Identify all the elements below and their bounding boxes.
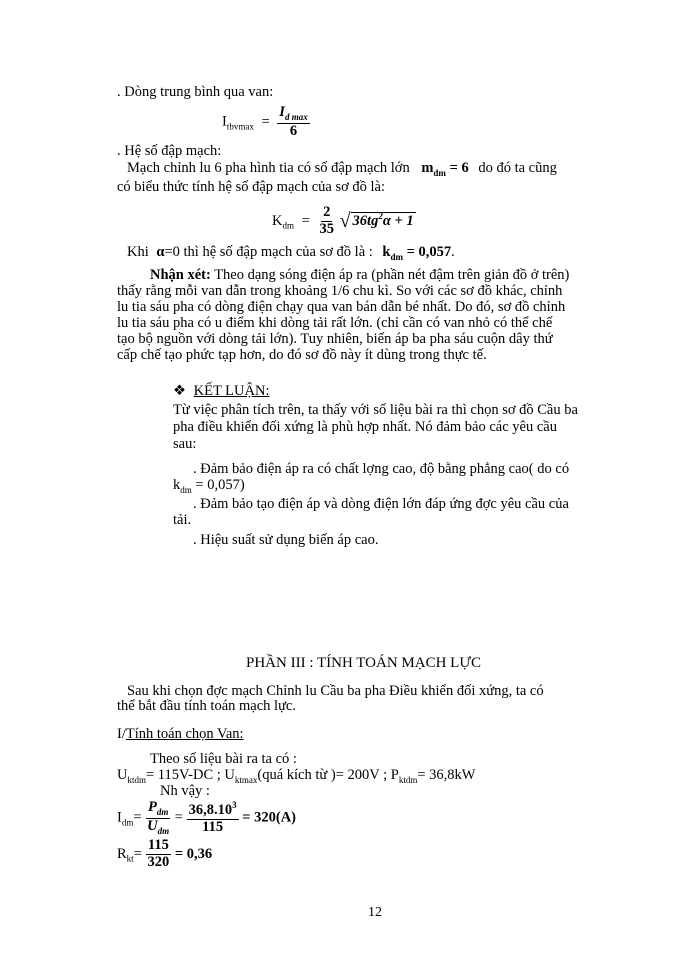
- formula-itbvmax: $I_{tbvmax}$ = $\frac{I_{d max}}{6}$: [222, 104, 308, 139]
- text-line: Theo số liệu bài ra ta có :: [150, 751, 297, 767]
- text-line: có biểu thức tính hệ số đập mạch của sơ đồ là:: [117, 179, 385, 195]
- text-line: Sau khi chọn đợc mạch Chỉnh lu Cầu ba pha Điều khiển đối xứng, ta có: [127, 683, 544, 699]
- text-line: Khi α=0 thì hệ số đập mạch của sơ đồ là : $k_{dm} = 0,057$.: [127, 244, 455, 262]
- text-line: . Dòng trung bình qua van:: [117, 84, 274, 100]
- formula-idm: $I_{dm}=$ $\frac{P_{dm}}{U_{dm}}$ = $\frac{36,8.10^3}{115}$ = 320(A): [117, 799, 297, 836]
- given-values: $U_{ktdm}= 115V-DC$ ; $U_{ktmax}(quá$ kích từ )= 200V ; $P_{ktdm}= 36,8kW$: [117, 767, 476, 785]
- formula-kdm: $K_{dm}$ = $\frac{2}{35}$ √ $36tg^2\alpha + 1$: [272, 204, 414, 237]
- text-line: thể bắt đầu tính toán mạch lực.: [117, 698, 296, 714]
- bullet-icon: ❖: [173, 383, 186, 399]
- formula-rkt: $R_{kt}=$ $\frac{115}{320}$ = 0,36: [117, 837, 213, 870]
- section-heading: PHẦN III : TÍNH TOÁN MẠCH LỰC: [246, 655, 481, 671]
- text-line: Nh vậy :: [160, 783, 210, 799]
- text-line: Mạch chỉnh lu 6 pha hình tia có số đập mạch lớn $m_{dm} = 6$ do đó ta cũng: [127, 160, 557, 178]
- subsection-title: I/Tính toán chọn Van:: [117, 726, 244, 742]
- text-line: . Hệ số đập mạch:: [117, 143, 222, 159]
- page-number: 12: [368, 905, 382, 920]
